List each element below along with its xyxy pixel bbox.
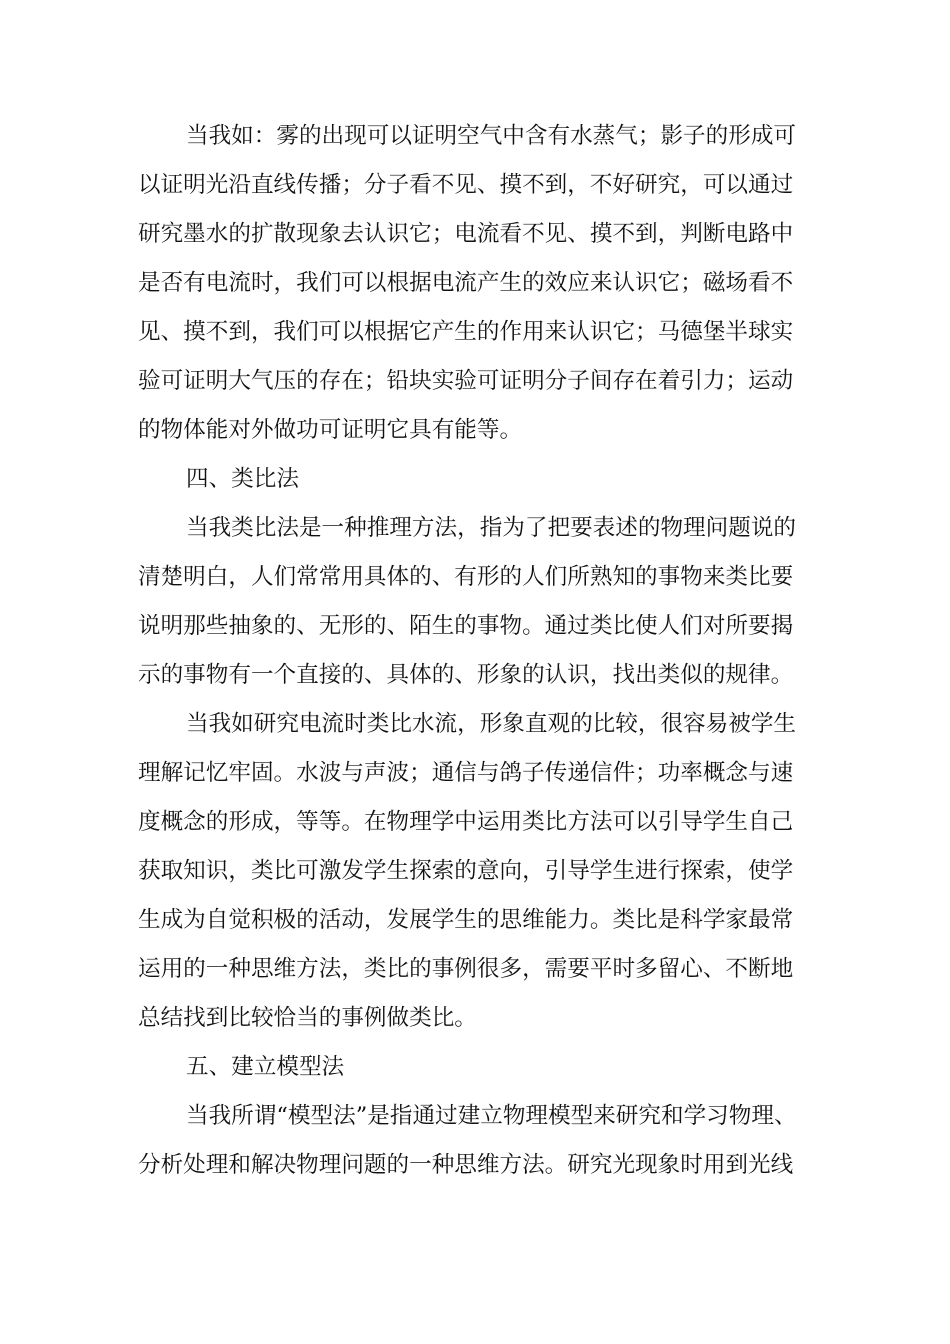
text-line: 当我所谓“模型法”是指通过建立物理模型来研究和学习物理、	[186, 1103, 797, 1129]
section-heading: 五、建立模型法	[186, 1054, 345, 1080]
text-line: 总结找到比较恰当的事例做类比。	[138, 1005, 477, 1031]
text-line: 理解记忆牢固。水波与声波；通信与鸽子传递信件；功率概念与速	[138, 760, 794, 786]
text-line: 生成为自觉积极的活动，发展学生的思维能力。类比是科学家最常	[138, 907, 794, 933]
text-line: 以证明光沿直线传播；分子看不见、摸不到，不好研究，可以通过	[138, 172, 794, 198]
text-line: 当我类比法是一种推理方法，指为了把要表述的物理问题说的	[186, 515, 797, 541]
text-line: 验可证明大气压的存在；铅块实验可证明分子间存在着引力；运动	[138, 368, 794, 394]
document-body	[138, 112, 828, 1190]
text-line: 度概念的形成，等等。在物理学中运用类比方法可以引导学生自己	[138, 809, 794, 835]
text-line: 清楚明白，人们常常用具体的、有形的人们所熟知的事物来类比要	[138, 564, 794, 590]
text-line: 见、摸不到，我们可以根据它产生的作用来认识它；马德堡半球实	[138, 319, 794, 345]
section-heading: 四、类比法	[186, 466, 299, 492]
text-line: 获取知识，类比可激发学生探索的意向，引导学生进行探索，使学	[138, 858, 794, 884]
text-line: 当我如研究电流时类比水流，形象直观的比较，很容易被学生	[186, 711, 797, 737]
text-line: 是否有电流时，我们可以根据电流产生的效应来认识它；磁场看不	[138, 270, 794, 296]
text-line: 运用的一种思维方法，类比的事例很多，需要平时多留心、不断地	[138, 956, 794, 982]
text-line: 研究墨水的扩散现象去认识它；电流看不见、摸不到，判断电路中	[138, 221, 794, 247]
text-line: 分析处理和解决物理问题的一种思维方法。研究光现象时用到光线	[138, 1152, 794, 1178]
text-line: 的物体能对外做功可证明它具有能等。	[138, 417, 523, 443]
text-line: 当我如：雾的出现可以证明空气中含有水蒸气；影子的形成可	[186, 123, 797, 149]
text-line: 示的事物有一个直接的、具体的、形象的认识，找出类似的规律。	[138, 662, 794, 688]
text-line: 说明那些抽象的、无形的、陌生的事物。通过类比使人们对所要揭	[138, 613, 794, 639]
